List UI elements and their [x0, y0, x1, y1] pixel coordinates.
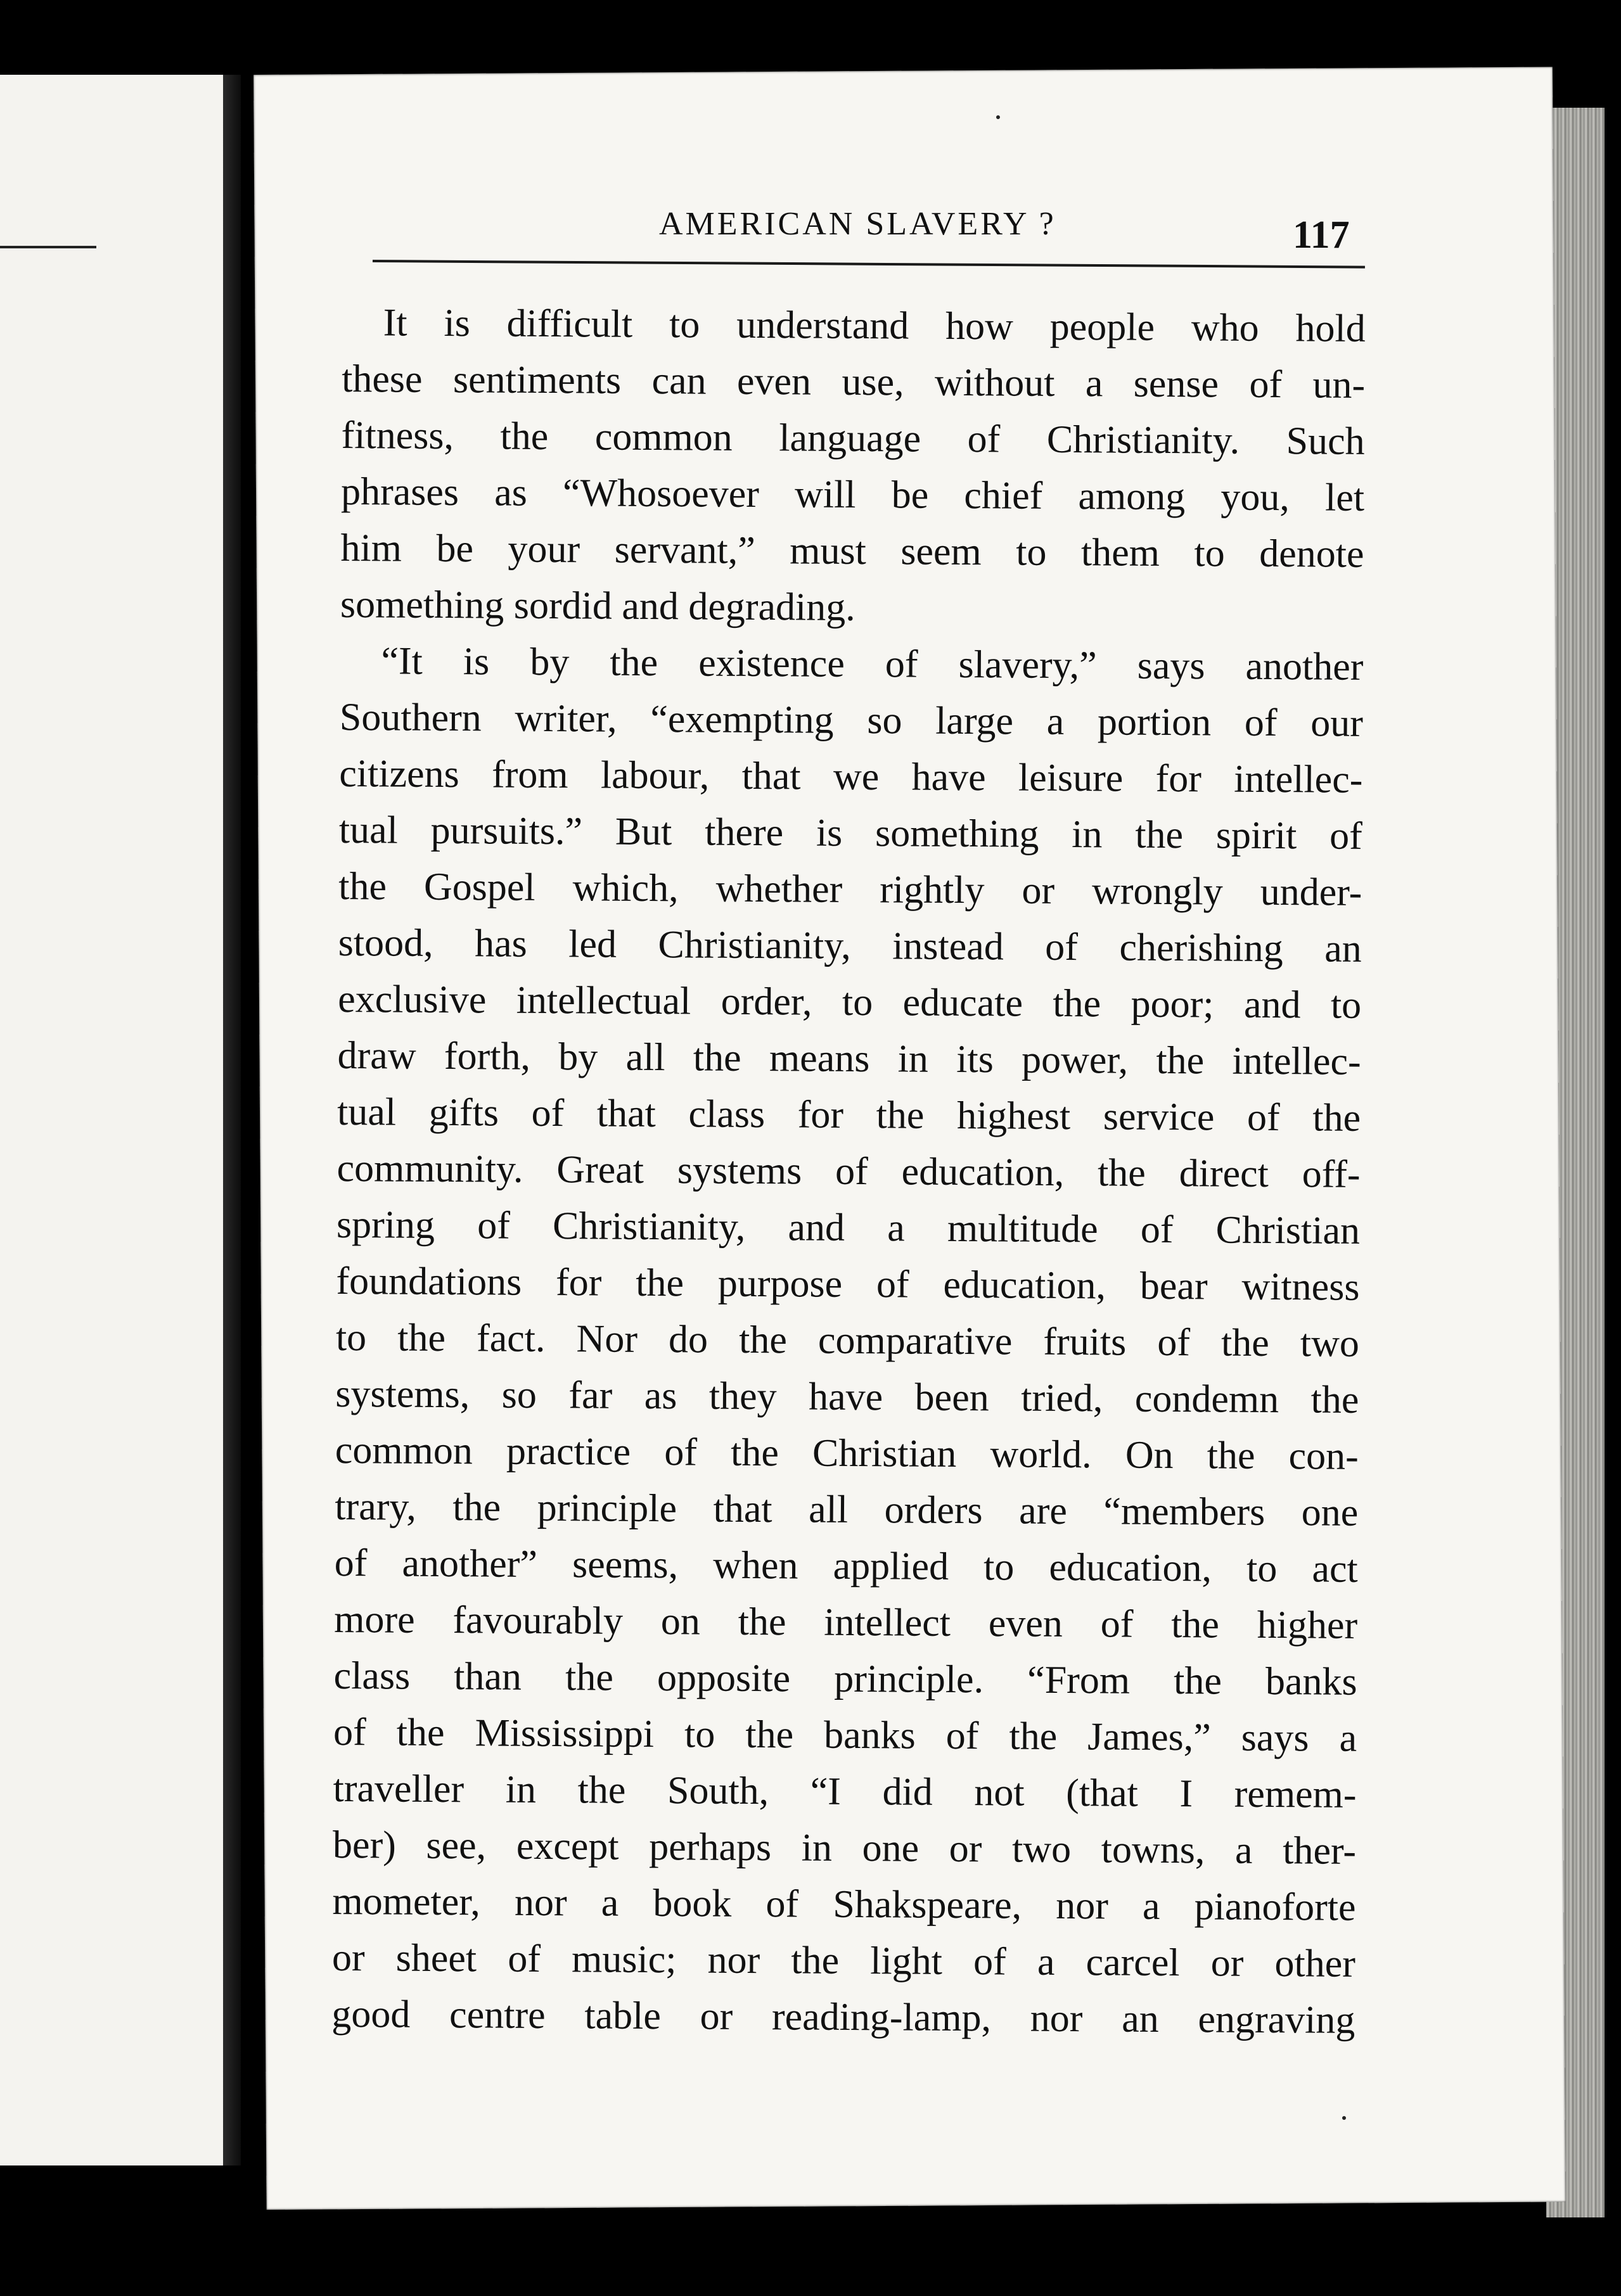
left-facing-page — [0, 75, 223, 2165]
text-line: community. Great systems of education, the direct off- — [336, 1146, 1361, 1196]
text-line: trary, the principle that all orders are “members one — [335, 1484, 1359, 1534]
text-line: more favourably on the intellect even of the higher — [334, 1597, 1358, 1647]
text-line: “It is by the existence of slavery,” says another — [381, 639, 1364, 689]
text-line: foundations for the purpose of education, bear witness — [336, 1259, 1360, 1309]
text-line: tual pursuits.” But there is something in the spirit of — [338, 808, 1363, 858]
print-speck — [996, 115, 1000, 119]
text-line: spring of Christianity, and a multitude of Christian — [336, 1202, 1361, 1253]
text-line: common practice of the Christian world. On the con- — [335, 1428, 1359, 1478]
print-speck — [1342, 2116, 1346, 2120]
text-line: to the fact. Nor do the comparative fruits of the two — [335, 1315, 1360, 1365]
text-line: ber) see, except perhaps in one or two towns, a ther- — [332, 1823, 1357, 1873]
text-line: of the Mississippi to the banks of the James,” says a — [333, 1710, 1357, 1760]
text-line: Southern writer, “exempting so large a portion of our — [339, 695, 1364, 745]
text-line: It is difficult to understand how people who hold — [383, 301, 1366, 350]
text-line: draw forth, by all the means in its power, the intellec- — [337, 1033, 1361, 1083]
text-line: him be your servant,” must seem to them to denote — [340, 526, 1364, 576]
text-line: exclusive intellectual order, to educate the poor; and to — [337, 977, 1362, 1027]
text-line: or sheet of music; nor the light of a carcel or other — [331, 1936, 1356, 1986]
text-line: traveller in the South, “I did not (that I remem- — [333, 1766, 1357, 1816]
left-page-head-rule — [0, 246, 96, 248]
text-line: phrases as “Whosoever will be chief among you, let — [340, 469, 1365, 520]
page-number: 117 — [1293, 214, 1350, 257]
text-line: of another” seems, when applied to education, to act — [334, 1541, 1358, 1591]
text-line: the Gospel which, whether rightly or wrongly under- — [338, 864, 1362, 914]
text-line: good centre table or reading-lamp, nor an engraving — [331, 1992, 1355, 2042]
body-text — [331, 295, 1366, 2049]
book-gutter — [223, 75, 241, 2165]
text-line: citizens from labour, that we have leisure for intellec- — [339, 751, 1363, 801]
text-line: fitness, the common language of Christianity. Such — [341, 413, 1365, 463]
text-line: class than the opposite principle. “From the banks — [333, 1654, 1357, 1704]
text-line: these sentiments can even use, without a sense of un- — [341, 357, 1366, 407]
text-line: mometer, nor a book of Shakspeare, nor a pianoforte — [332, 1879, 1356, 1929]
text-line: stood, has led Christianity, instead of cherishing an — [338, 921, 1362, 971]
text-line: systems, so far as they have been tried, condemn the — [335, 1372, 1359, 1422]
text-line: something sordid and degrading. — [340, 582, 855, 629]
running-head: AMERICAN SLAVERY ? — [659, 206, 1056, 242]
text-line: tual gifts of that class for the highest service of the — [336, 1090, 1361, 1140]
